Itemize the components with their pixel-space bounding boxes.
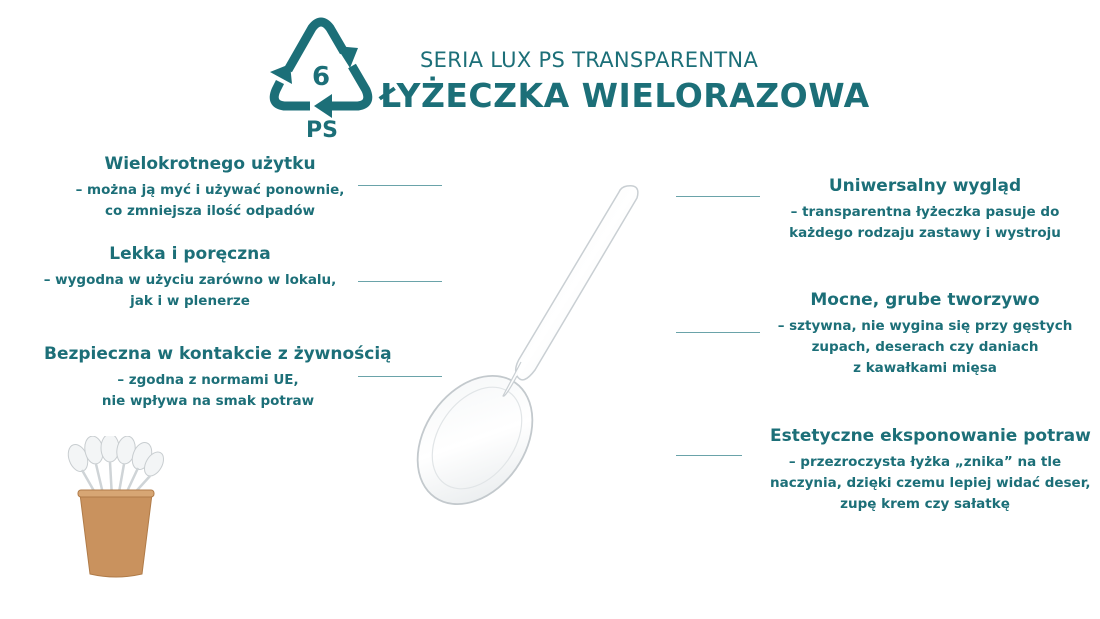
feature-food-safe: [44, 344, 392, 412]
spoon-image: [405, 180, 655, 520]
logo-code: PS: [306, 118, 338, 143]
series-title: SERIA LUX PS TRANSPARENTNA: [420, 48, 759, 72]
cup-with-spoons-image: [58, 436, 168, 581]
connector-line: [676, 196, 760, 197]
logo-number: 6: [311, 62, 331, 92]
connector-line: [676, 332, 760, 333]
feature-description: – zgodna z normami UE, nie wpływa na smak potraw: [101, 372, 315, 409]
feature-description: – można ją myć i używać ponownie, co zmniejsza ilość odpadów: [75, 182, 345, 219]
feature-title: Estetyczne eksponowanie potraw: [770, 426, 1091, 446]
feature-reusable: [60, 154, 360, 222]
feature-description: – transparentna łyżeczka pasuje do każdego rodzaju zastawy i wystroju: [789, 204, 1061, 241]
feature-universal: [770, 176, 1080, 244]
feature-title: Bezpieczna w kontakcie z żywnością: [44, 344, 392, 364]
feature-description: – sztywna, nie wygina się przy gęstych zupach, deserach czy daniach z kawałkami mięsa: [777, 318, 1073, 376]
feature-title: Uniwersalny wygląd: [828, 176, 1022, 196]
feature-strong: [770, 290, 1080, 379]
feature-light: [40, 244, 340, 312]
feature-aesthetic: [770, 426, 1091, 515]
page-title: ŁYŻECZKA WIELORAZOWA: [380, 76, 870, 115]
feature-description: – wygodna w użyciu zarówno w lokalu, jak i w plenerze: [43, 272, 337, 309]
connector-line: [676, 455, 742, 456]
feature-title: Lekka i poręczna: [109, 244, 271, 264]
feature-description: – przezroczysta łyżka „znika” na tle naczynia, dzięki czemu lepiej widać deser, zupę krem czy sałatkę: [770, 454, 1091, 512]
feature-title: Wielokrotnego użytku: [104, 154, 316, 174]
feature-title: Mocne, grube tworzywo: [810, 290, 1040, 310]
